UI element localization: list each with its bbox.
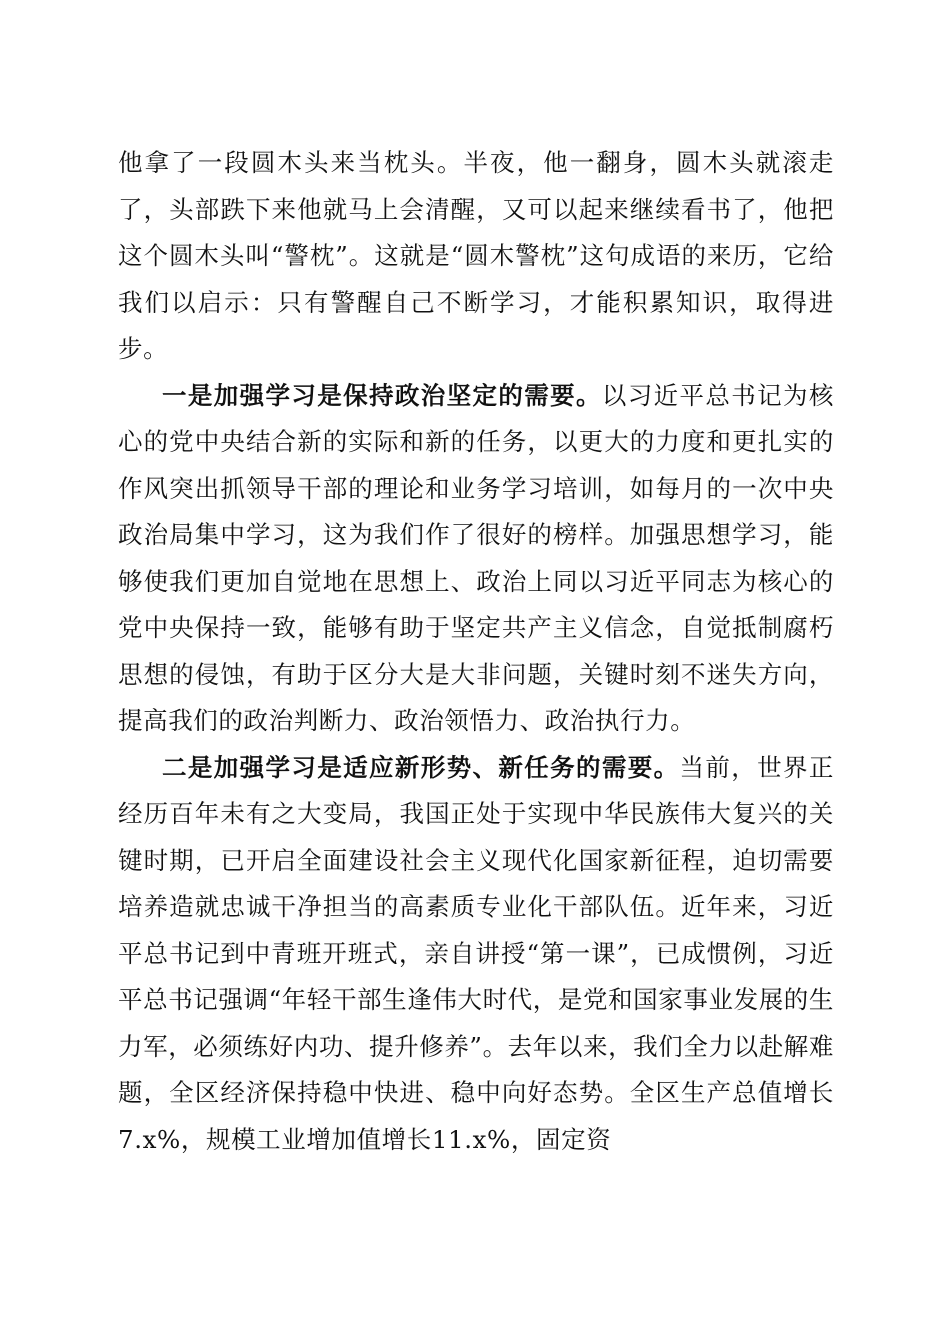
paragraph-point-two	[118, 745, 834, 1164]
paragraph-text: 以习近平总书记为核心的党中央结合新的实际和新的任务，以更大的力度和更扎实的作风突出抓领导干部的理论和业务学习培训，如每月的一次中央政治局集中学习，这为我们作了很好的榜样。加强思想学习，能够使我们更加自觉地在思想上、政治上同以习近平同志为核心的党中央保持一致，能够有助于坚定共产主义信念，自觉抵制腐朽思想的侵蚀，有助于区分大是大非问题，关键时刻不迷失方向，提高我们的政治判断力、政治领悟力、政治执行力。	[118, 380, 834, 735]
paragraph-intro-story	[118, 140, 834, 373]
paragraph-lead-heading: 一是加强学习是保持政治坚定的需要。	[162, 380, 602, 410]
document-page	[118, 140, 834, 1163]
paragraph-text: 他拿了一段圆木头来当枕头。半夜，他一翻身，圆木头就滚走了，头部跌下来他就马上会清醒，又可以起来继续看书了，他把这个圆木头叫“警枕”。这就是“圆木警枕”这句成语的来历，它给我们以启示：只有警醒自己不断学习，才能积累知识，取得进步。	[118, 148, 834, 363]
paragraph-lead-heading: 二是加强学习是适应新形势、新任务的需要。	[162, 752, 680, 782]
paragraph-point-one	[118, 373, 834, 745]
paragraph-text: 当前，世界正经历百年未有之大变局，我国正处于实现中华民族伟大复兴的关键时期，已开启全面建设社会主义现代化国家新征程，迫切需要培养造就忠诚干净担当的高素质专业化干部队伍。近年来，习近平总书记到中青班开班式，亲自讲授“第一课”，已成惯例，习近平总书记强调“年轻干部生逢伟大时代，是党和国家事业发展的生力军，必须练好内功、提升修养”。去年以来，我们全力以赴解难题，全区经济保持稳中快进、稳中向好态势。全区生产总值增长7.x%，规模工业增加值增长11.x%，固定资	[118, 752, 834, 1154]
